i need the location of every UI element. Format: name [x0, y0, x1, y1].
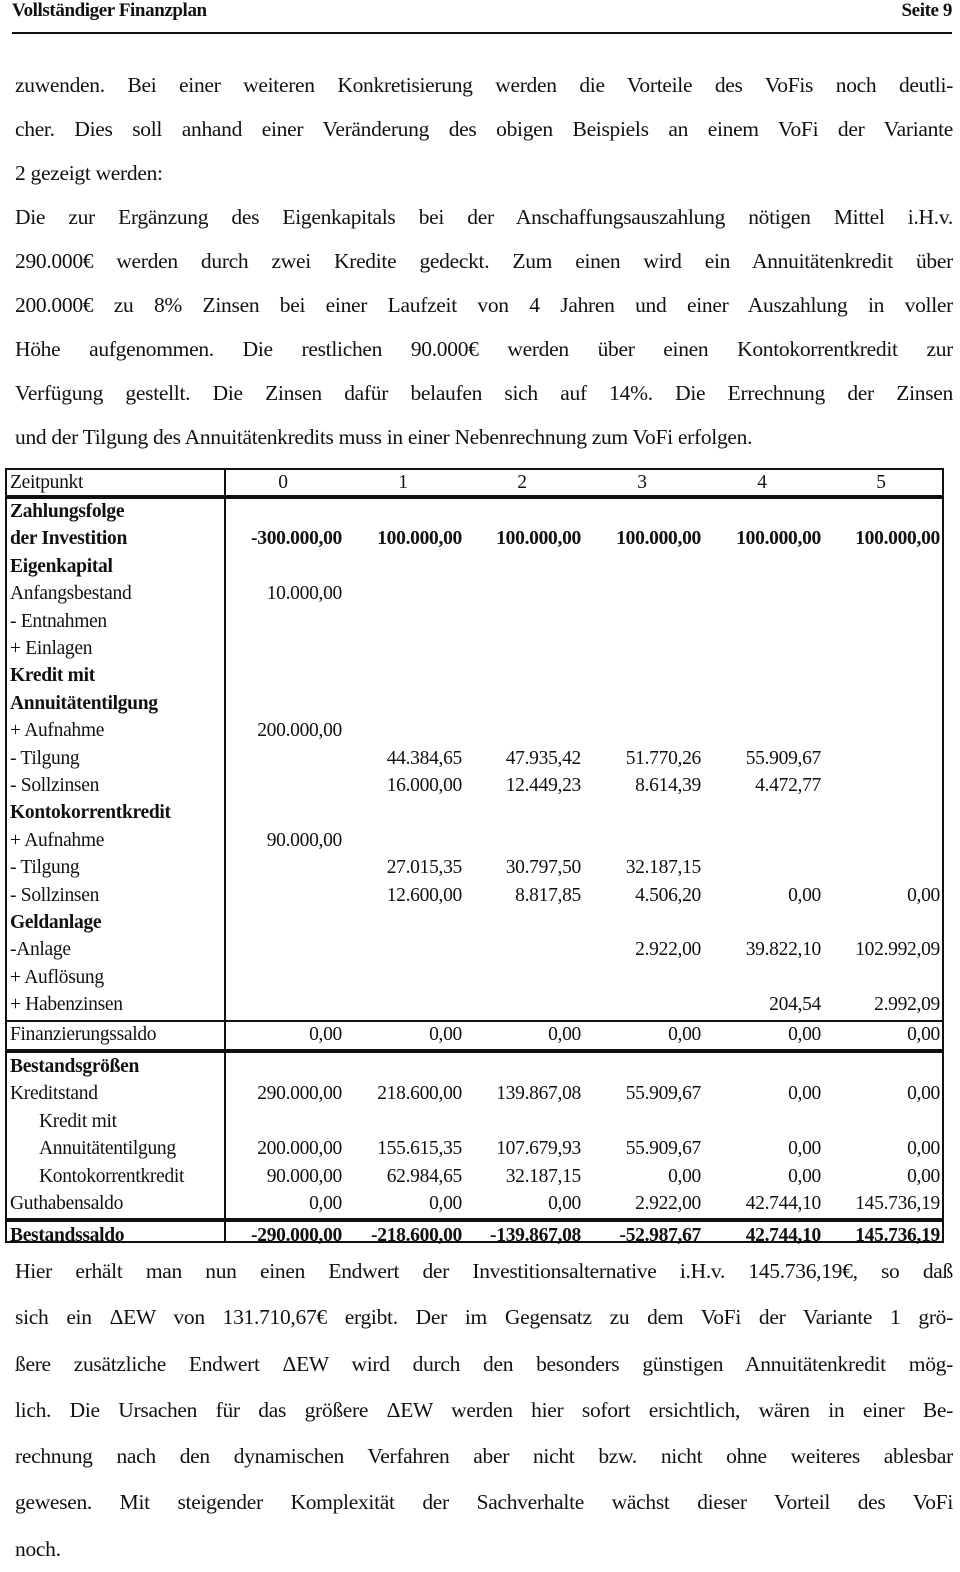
- cell-value: 55.909,67: [745, 747, 821, 769]
- table-row: [7, 1080, 942, 1107]
- table-row: [7, 690, 942, 717]
- table-row: [7, 1135, 942, 1162]
- table-row: [7, 498, 942, 525]
- cell-value: 200.000,00: [257, 1138, 342, 1160]
- table-row: [7, 799, 942, 826]
- cell-value: 4.472,77: [755, 775, 821, 796]
- row-label: Bestandsgrößen: [10, 1056, 140, 1077]
- cell-value: 100.000,00: [736, 528, 821, 550]
- cell-value: -290.000,00: [251, 1225, 342, 1247]
- row-label: - Tilgung: [10, 747, 80, 769]
- table-row: [7, 1053, 942, 1080]
- table-row: [7, 909, 942, 936]
- cell-value: 27.015,35: [386, 857, 462, 879]
- text-line: gewesen. Mit steigender Komplexität der Sachverhalte wächst dieser Vorteil des VoFi: [15, 1490, 953, 1515]
- cell-value: 0,00: [548, 1193, 581, 1214]
- period-header: 1: [398, 472, 408, 493]
- cell-value: 47.935,42: [505, 747, 581, 769]
- intro-paragraph-1: [15, 63, 953, 195]
- cell-value: 145.736,19: [855, 1193, 940, 1214]
- header-rule: [12, 32, 952, 34]
- table-row: [7, 1108, 942, 1135]
- row-label: + Auflösung: [10, 966, 104, 988]
- text-line: und der Tilgung des Annuitätenkredits muss in einer Nebenrechnung zum VoFi erfolgen.: [15, 425, 753, 449]
- cell-value: 204,54: [769, 994, 821, 1016]
- row-label: Geldanlage: [10, 912, 102, 933]
- cell-value: 51.770,26: [625, 747, 701, 769]
- table-row: [7, 1190, 942, 1217]
- cell-value: 8.817,85: [515, 884, 581, 906]
- row-label: + Habenzinsen: [10, 994, 123, 1016]
- cell-value: 0,00: [907, 884, 940, 906]
- cell-value: 12.600,00: [386, 884, 462, 906]
- running-title: Vollständiger Finanzplan: [12, 0, 207, 21]
- cell-value: 100.000,00: [616, 528, 701, 550]
- table-row: [7, 553, 942, 580]
- row-label: Zahlungsfolge: [10, 501, 125, 522]
- table-row: [7, 608, 942, 635]
- text-line: cher. Dies soll anhand einer Veränderung des obigen Beispiels an einem VoFi der Variante: [15, 117, 953, 141]
- cell-value: 218.600,00: [377, 1083, 462, 1105]
- cell-value: 0,00: [309, 1023, 342, 1045]
- conclusion-paragraph: [15, 1248, 953, 1572]
- text-line: 290.000€ werden durch zwei Kredite gedeckt. Zum einen wird ein Annuitätenkredit über: [15, 249, 953, 273]
- cell-value: 55.909,67: [625, 1138, 701, 1160]
- cell-value: 90.000,00: [266, 829, 342, 851]
- cell-value: 0,00: [788, 884, 821, 906]
- stock-balance-row: [7, 1222, 942, 1249]
- text-line: Hier erhält man nun einen Endwert der Investitionsalternative i.H.v. 145.736,19€, so daß: [15, 1259, 953, 1283]
- cell-value: 8.614,39: [635, 775, 701, 796]
- row-label: Annuitätentilgung: [10, 692, 158, 714]
- financing-balance-row: [7, 1021, 942, 1048]
- cell-value: 290.000,00: [257, 1083, 342, 1105]
- cell-value: 2.922,00: [635, 939, 701, 961]
- row-label: Kreditstand: [10, 1083, 98, 1105]
- row-label: Eigenkapital: [10, 555, 113, 577]
- cell-value: 2.992,09: [874, 994, 940, 1016]
- cell-value: 200.000,00: [257, 720, 342, 742]
- page-header: [12, 0, 952, 22]
- row-label: + Aufnahme: [10, 720, 105, 742]
- table-row: [7, 882, 942, 909]
- text-line: Die zur Ergänzung des Eigenkapitals bei der Anschaffungsauszahlung nötigen Mittel i.H.v.: [15, 205, 953, 229]
- cell-value: 32.187,15: [505, 1165, 581, 1187]
- cell-value: 0,00: [429, 1023, 462, 1045]
- cell-value: -52.987,67: [619, 1225, 701, 1247]
- cell-value: 0,00: [429, 1193, 462, 1214]
- table-row: [7, 662, 942, 689]
- cell-value: 0,00: [907, 1083, 940, 1105]
- cell-value: 0,00: [907, 1165, 940, 1187]
- row-label: Kredit mit: [10, 665, 95, 687]
- text-line: zuwenden. Bei einer weiteren Konkretisierung werden die Vorteile des VoFis noch deutli-: [15, 73, 953, 97]
- cell-value: 0,00: [668, 1023, 701, 1045]
- period-header: 5: [876, 472, 886, 493]
- cell-value: 145.736,19: [855, 1225, 940, 1247]
- row-label: - Tilgung: [10, 857, 80, 879]
- cell-value: 32.187,15: [625, 857, 701, 879]
- cell-value: 100.000,00: [377, 528, 462, 550]
- cell-value: 44.384,65: [386, 747, 462, 769]
- cell-value: 0,00: [788, 1165, 821, 1187]
- row-label: Kontokorrentkredit: [10, 802, 171, 824]
- row-label: Annuitätentilgung: [39, 1138, 176, 1160]
- row-label: Bestandssaldo: [10, 1225, 125, 1247]
- cell-value: 100.000,00: [855, 528, 940, 550]
- cell-value: 0,00: [668, 1165, 701, 1187]
- cell-value: -218.600,00: [371, 1225, 462, 1247]
- table-row: [7, 991, 942, 1018]
- row-label: - Sollzinsen: [10, 884, 100, 906]
- cell-value: 107.679,93: [496, 1138, 581, 1160]
- row-label: Kredit mit: [39, 1110, 117, 1132]
- period-header: 2: [517, 472, 527, 493]
- text-line: sich ein ΔEW von 131.710,67€ ergibt. Der im Gegensatz zu dem VoFi der Variante 1 grö-: [15, 1305, 953, 1330]
- period-header: 0: [278, 472, 288, 493]
- row-label: -Anlage: [10, 939, 71, 961]
- table-header-row: [7, 469, 942, 496]
- row-label: + Aufnahme: [10, 829, 105, 851]
- row-label: + Einlagen: [10, 638, 93, 659]
- cell-value: 10.000,00: [266, 583, 342, 605]
- text-line: noch.: [15, 1536, 61, 1561]
- table-row: [7, 772, 942, 799]
- row-label: der Investition: [10, 528, 128, 550]
- text-line: 200.000€ zu 8% Zinsen bei einer Laufzeit von 4 Jahren und einer Auszahlung in voller: [15, 293, 953, 317]
- cell-value: 16.000,00: [386, 775, 462, 796]
- cell-value: 90.000,00: [266, 1165, 342, 1187]
- cell-value: 0,00: [907, 1138, 940, 1160]
- table-row: [7, 745, 942, 772]
- cell-value: 100.000,00: [496, 528, 581, 550]
- intro-paragraph-2: [15, 195, 953, 459]
- table-row: [7, 1163, 942, 1190]
- text-line: ßere zusätzliche Endwert ΔEW wird durch den besonders günstigen Annuitätenkredit mög-: [15, 1351, 953, 1376]
- table-row: [7, 580, 942, 607]
- text-line: rechnung nach den dynamischen Verfahren aber nicht bzw. nicht ohne weiteres ablesbar: [15, 1444, 953, 1469]
- text-line: lich. Die Ursachen für das größere ΔEW werden hier sofort ersichtlich, wären in einer Be-: [15, 1397, 953, 1422]
- vofi-table: [5, 468, 944, 1247]
- text-line: Verfügung gestellt. Die Zinsen dafür belaufen sich auf 14%. Die Errechnung der Zinsen: [15, 381, 953, 405]
- cell-value: 0,00: [548, 1023, 581, 1045]
- table-row: [7, 936, 942, 963]
- row-label: Zeitpunkt: [10, 472, 84, 493]
- table-row: [7, 635, 942, 662]
- period-header: 3: [637, 472, 647, 493]
- cell-value: 4.506,20: [635, 884, 701, 906]
- table-row: [7, 964, 942, 991]
- cell-value: 2.922,00: [635, 1193, 701, 1214]
- table-row: [7, 525, 942, 552]
- cell-value: 30.797,50: [505, 857, 581, 879]
- cell-value: -139.867,08: [490, 1225, 581, 1247]
- table-row: [7, 854, 942, 881]
- cell-value: 0,00: [907, 1023, 940, 1045]
- cell-value: 102.992,09: [855, 939, 940, 961]
- row-label: Anfangsbestand: [10, 583, 132, 605]
- cell-value: 39.822,10: [745, 939, 821, 961]
- cell-value: -300.000,00: [251, 528, 342, 550]
- cell-value: 42.744,10: [745, 1225, 821, 1247]
- page-number: Seite 9: [901, 0, 952, 21]
- cell-value: 139.867,08: [496, 1083, 581, 1105]
- period-header: 4: [757, 472, 767, 493]
- cell-value: 0,00: [309, 1193, 342, 1214]
- table-row: [7, 827, 942, 854]
- cell-value: 0,00: [788, 1023, 821, 1045]
- row-label: Guthabensaldo: [10, 1193, 124, 1214]
- cell-value: 0,00: [788, 1138, 821, 1160]
- cell-value: 55.909,67: [625, 1083, 701, 1105]
- text-line: 2 gezeigt werden:: [15, 161, 163, 185]
- cell-value: 62.984,65: [386, 1165, 462, 1187]
- text-line: Höhe aufgenommen. Die restlichen 90.000€ werden über einen Kontokorrentkredit zur: [15, 337, 953, 361]
- table-row: [7, 717, 942, 744]
- row-label: - Entnahmen: [10, 610, 107, 632]
- cell-value: 0,00: [788, 1083, 821, 1105]
- row-label: - Sollzinsen: [10, 775, 100, 796]
- cell-value: 155.615,35: [377, 1138, 462, 1160]
- cell-value: 12.449,23: [505, 775, 581, 796]
- cell-value: 42.744,10: [745, 1193, 821, 1214]
- row-label: Kontokorrentkredit: [39, 1165, 185, 1187]
- row-label: Finanzierungssaldo: [10, 1023, 157, 1045]
